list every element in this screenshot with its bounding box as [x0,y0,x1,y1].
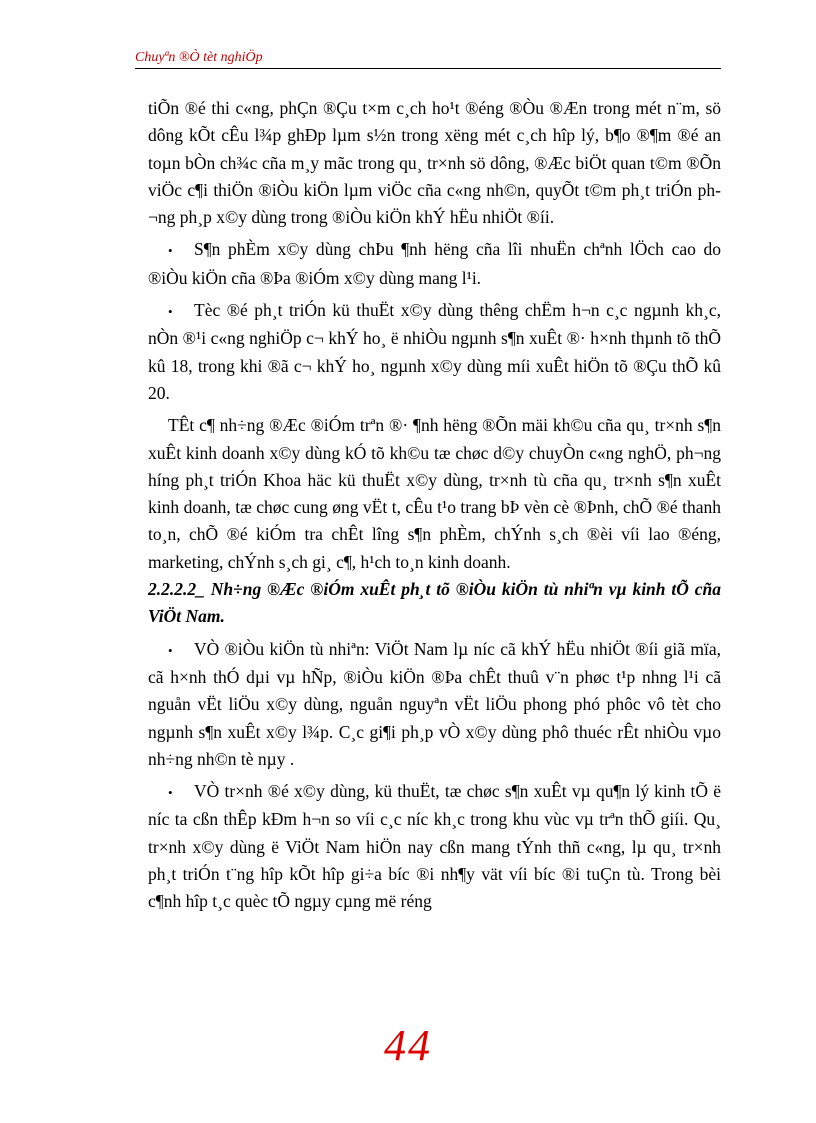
bullet-item [148,297,721,407]
page-number: 44 [384,1021,432,1070]
bullet-text: VÒ tr×nh ®é x©y dùng, kü thuËt, tæ chøc s¶n xuÊt vµ qu¶n lý kinh tÕ ë níc ta cßn thÊp kÐm h¬n so víi c¸c níc kh¸c trong khu vùc vµ trªn thÕ giíi. Qu¸ tr×nh x©y dùng ë ViÖt Nam hiÖn nay cßn mang tÝnh thñ c«ng, lµ qu¸ tr×nh ph¸t triÓn t¨ng hîp kÕt hîp gi÷a bíc ®i nh¶y vät víi bíc ®i tuÇn tù. Trong bèi c¶nh hîp t¸c quèc tÕ ngµy cµng më réng [148,781,721,912]
header-rule [135,68,721,69]
paragraph: TÊt c¶ nh÷ng ®Æc ®iÓm trªn ®· ¶nh hëng ®Õn mäi kh©u cña qu¸ tr×nh s¶n xuÊt kinh doanh x©y dùng kÓ tõ kh©u tæ chøc d©y chuyÒn c«ng nghÖ, ph¬ng híng ph¸t triÓn Khoa häc kü thuËt x©y dùng, tr×nh tù cña qu¸ tr×nh s¶n xuÊt kinh doanh, tæ chøc cung øng vËt t, cÊu t¹o trang bÞ vèn cè ®Þnh, chÕ ®é thanh to¸n, chÕ ®é kiÓm tra chÊt lîng s¶n phÈm, chÝnh s¸ch ®èi víi lao ®éng, marketing, chÝnh s¸ch gi¸ c¶, h¹ch to¸n kinh doanh. [148,415,721,572]
paragraph: tiÕn ®é thi c«ng, phÇn ®Çu t×m c¸ch ho¹t ®éng ®Òu ®Æn trong mét n¨m, sö dông kÕt cÊu l¾p ghÐp lµm s½n trong xëng mét c¸ch hîp lý, b¶o ®¶m ®é an toµn bÒn ch¾c cña m¸y mãc trong qu¸ tr×nh sö dông, ®Æc biÖt quan t©m ®Õn viÖc c¶i thiÖn ®iÒu kiÖn lµm viÖc cña c«ng nh©n, quyÕt t©m ph¸t triÓn ph¬ng ph¸p x©y dùng trong ®iÒu kiÖn khÝ hËu nhiÖt ®íi. [148,98,721,228]
bullet-item [148,778,721,915]
bullet-text: S¶n phÈm x©y dùng chÞu ¶nh hëng cña lîi nhuËn chªnh lÖch cao do ®iÒu kiÖn cña ®Þa ®iÓm x©y dùng mang l¹i. [148,239,721,288]
bullet-text: VÒ ®iÒu kiÖn tù nhiªn: ViÖt Nam lµ níc cã khÝ hËu nhiÖt ®íi giã mïa, cã h×nh thÓ dµi vµ hÑp, ®iÒu kiÖn ®Þa chÊt thuû v¨n phøc t¹p nhng l¹i cã nguån vËt liÖu x©y dùng, nguån nguyªn vËt liÖu phong phó phôc vô tèt cho ngµnh s¶n xuÊt x©y l¾p. C¸c gi¶i ph¸p vÒ x©y dùng phô thuéc rÊt nhiÒu vµo nh÷ng nh©n tè nµy . [148,638,721,769]
page-body [148,95,721,916]
bullet-icon: • [168,243,173,259]
section-heading: 2.2.2.2_ Nh÷ng ®Æc ®iÓm xuÊt ph¸t tõ ®iÒu kiÖn tù nhiªn vµ kinh tÕ cña ViÖt Nam. [148,579,721,627]
bullet-text: Tèc ®é ph¸t triÓn kü thuËt x©y dùng thêng chËm h¬n c¸c ngµnh kh¸c, nÒn ®¹i c«ng nghiÖp c¬ khÝ ho¸ ë nhiÒu ngµnh s¶n xuÊt ®· h×nh thµnh tõ thÕ kû 18, trong khi ®ã c¬ khÝ ho¸ ngµnh x©y dùng míi xuÊt hiÖn tõ ®Çu thÕ kû 20. [148,300,721,403]
bullet-item [148,636,721,773]
bullet-icon: • [168,304,173,320]
bullet-icon: • [168,785,173,801]
running-header: Chuyªn ®Ò tèt nghiÖp [135,50,263,65]
bullet-icon: • [168,642,173,658]
bullet-item [148,236,721,292]
